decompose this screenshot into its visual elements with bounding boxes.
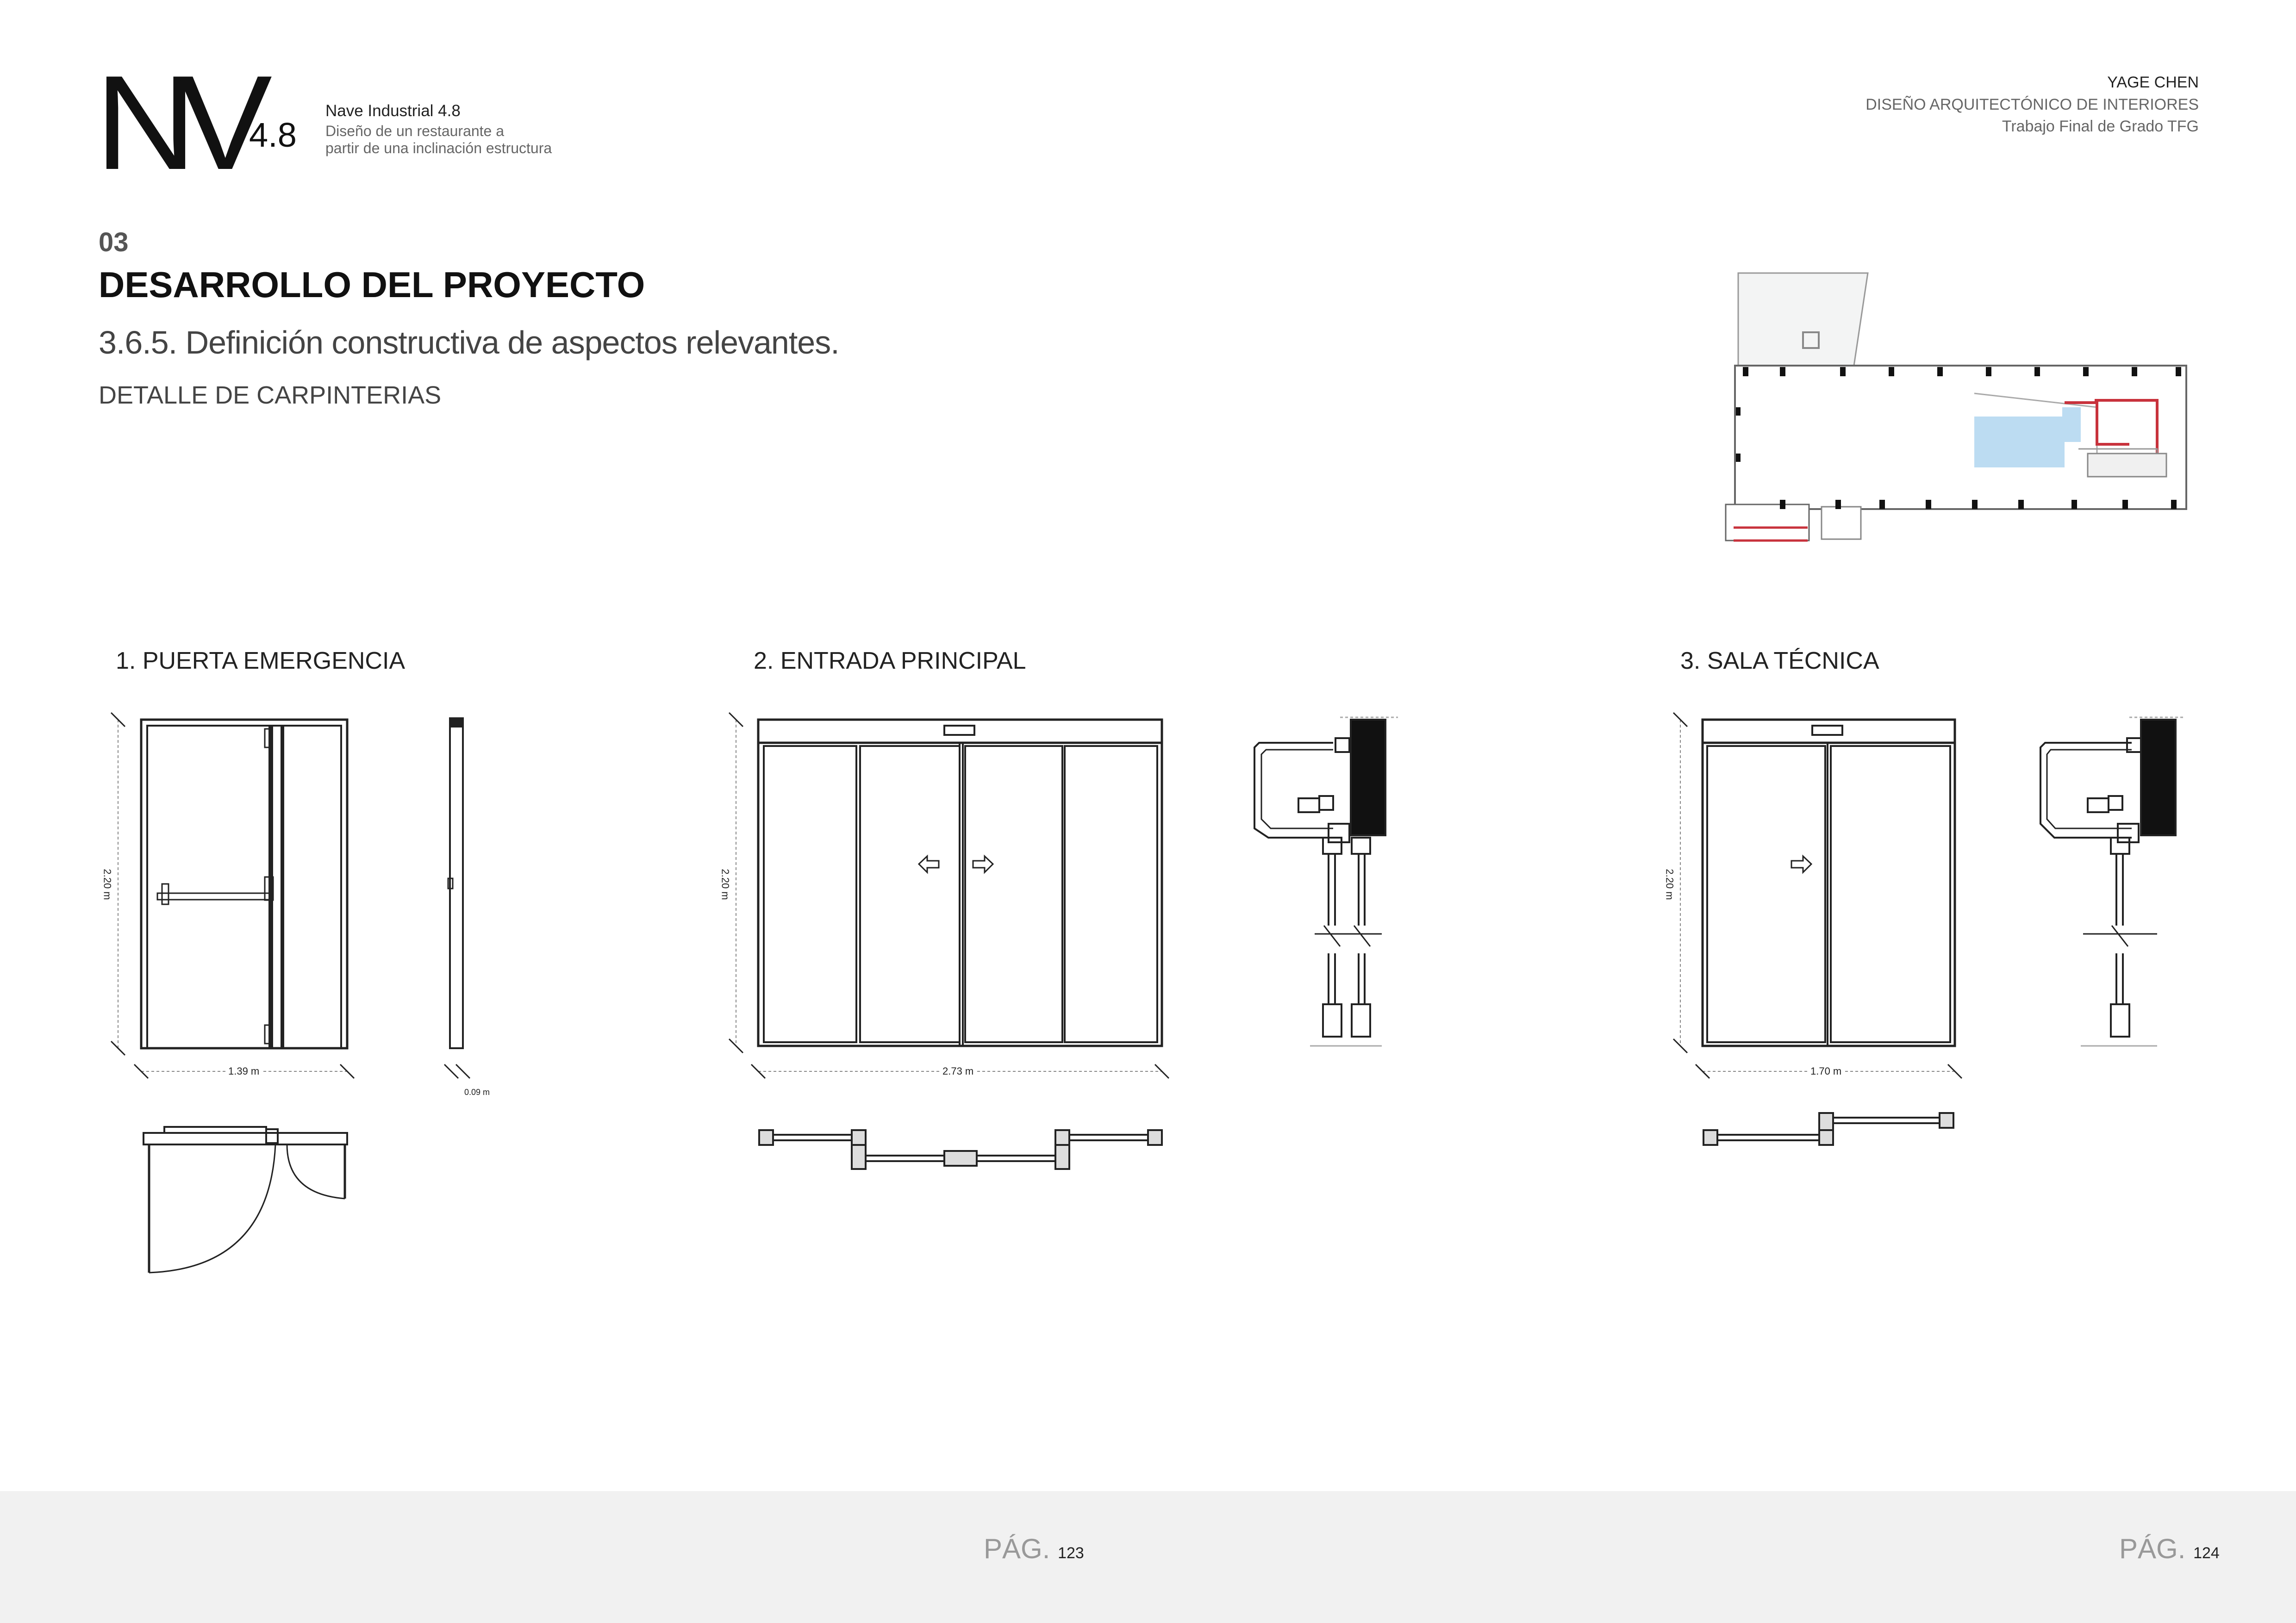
logo-number: 4.8 xyxy=(249,116,297,154)
detail-1-label: 1. PUERTA EMERGENCIA xyxy=(116,647,406,674)
main-entrance-section xyxy=(1254,717,1398,1046)
section-number: 03 xyxy=(99,227,129,257)
degree-name: DISEÑO ARQUITECTÓNICO DE INTERIORES xyxy=(1866,95,2199,113)
detail-1-width-dim: 1.39 m xyxy=(225,1065,262,1077)
page-number-left xyxy=(984,1533,1084,1565)
logo-mark: NV xyxy=(95,48,254,198)
page-value-left: 123 xyxy=(1058,1544,1084,1562)
detail-2-width-dim: 2.73 m xyxy=(940,1065,976,1077)
section-detail: DETALLE DE CARPINTERIAS xyxy=(99,381,442,409)
main-entrance-elevation xyxy=(729,713,1169,1078)
page-footer xyxy=(0,1491,2296,1623)
work-type: Trabajo Final de Grado TFG xyxy=(2002,118,2199,136)
detail-1-height-dim: 2.20 m xyxy=(101,869,113,900)
technical-room-plan xyxy=(1703,1113,1953,1145)
page-label-left: PÁG. xyxy=(984,1533,1050,1564)
page-value-right: 124 xyxy=(2193,1544,2220,1562)
page-label-right: PÁG. xyxy=(2119,1533,2186,1564)
emergency-door-section xyxy=(444,718,470,1078)
emergency-door-elevation xyxy=(111,713,354,1078)
project-name: Nave Industrial 4.8 xyxy=(325,102,461,120)
detail-3-label: 3. SALA TÉCNICA xyxy=(1680,647,1879,674)
detail-3-height-dim: 2.20 m xyxy=(1664,869,1676,900)
main-entrance-plan xyxy=(759,1130,1162,1169)
author-name: YAGE CHEN xyxy=(2107,74,2199,91)
section-subtitle: 3.6.5. Definición constructiva de aspectos relevantes. xyxy=(99,324,839,361)
key-plan xyxy=(1726,273,2186,541)
detail-2-label: 2. ENTRADA PRINCIPAL xyxy=(754,647,1026,674)
detail-1-depth-dim: 0.09 m xyxy=(464,1088,490,1097)
technical-room-section xyxy=(2040,717,2185,1046)
project-desc-line-2: partir de una inclinación estructura xyxy=(325,139,552,156)
detail-2-height-dim: 2.20 m xyxy=(719,869,731,900)
emergency-door-plan xyxy=(144,1127,347,1273)
project-desc-line-1: Diseño de un restaurante a xyxy=(325,123,505,139)
section-title: DESARROLLO DEL PROYECTO xyxy=(99,264,645,305)
detail-3-width-dim: 1.70 m xyxy=(1808,1065,1844,1077)
technical-room-elevation xyxy=(1673,713,1962,1078)
page-number-right xyxy=(2119,1533,2220,1565)
